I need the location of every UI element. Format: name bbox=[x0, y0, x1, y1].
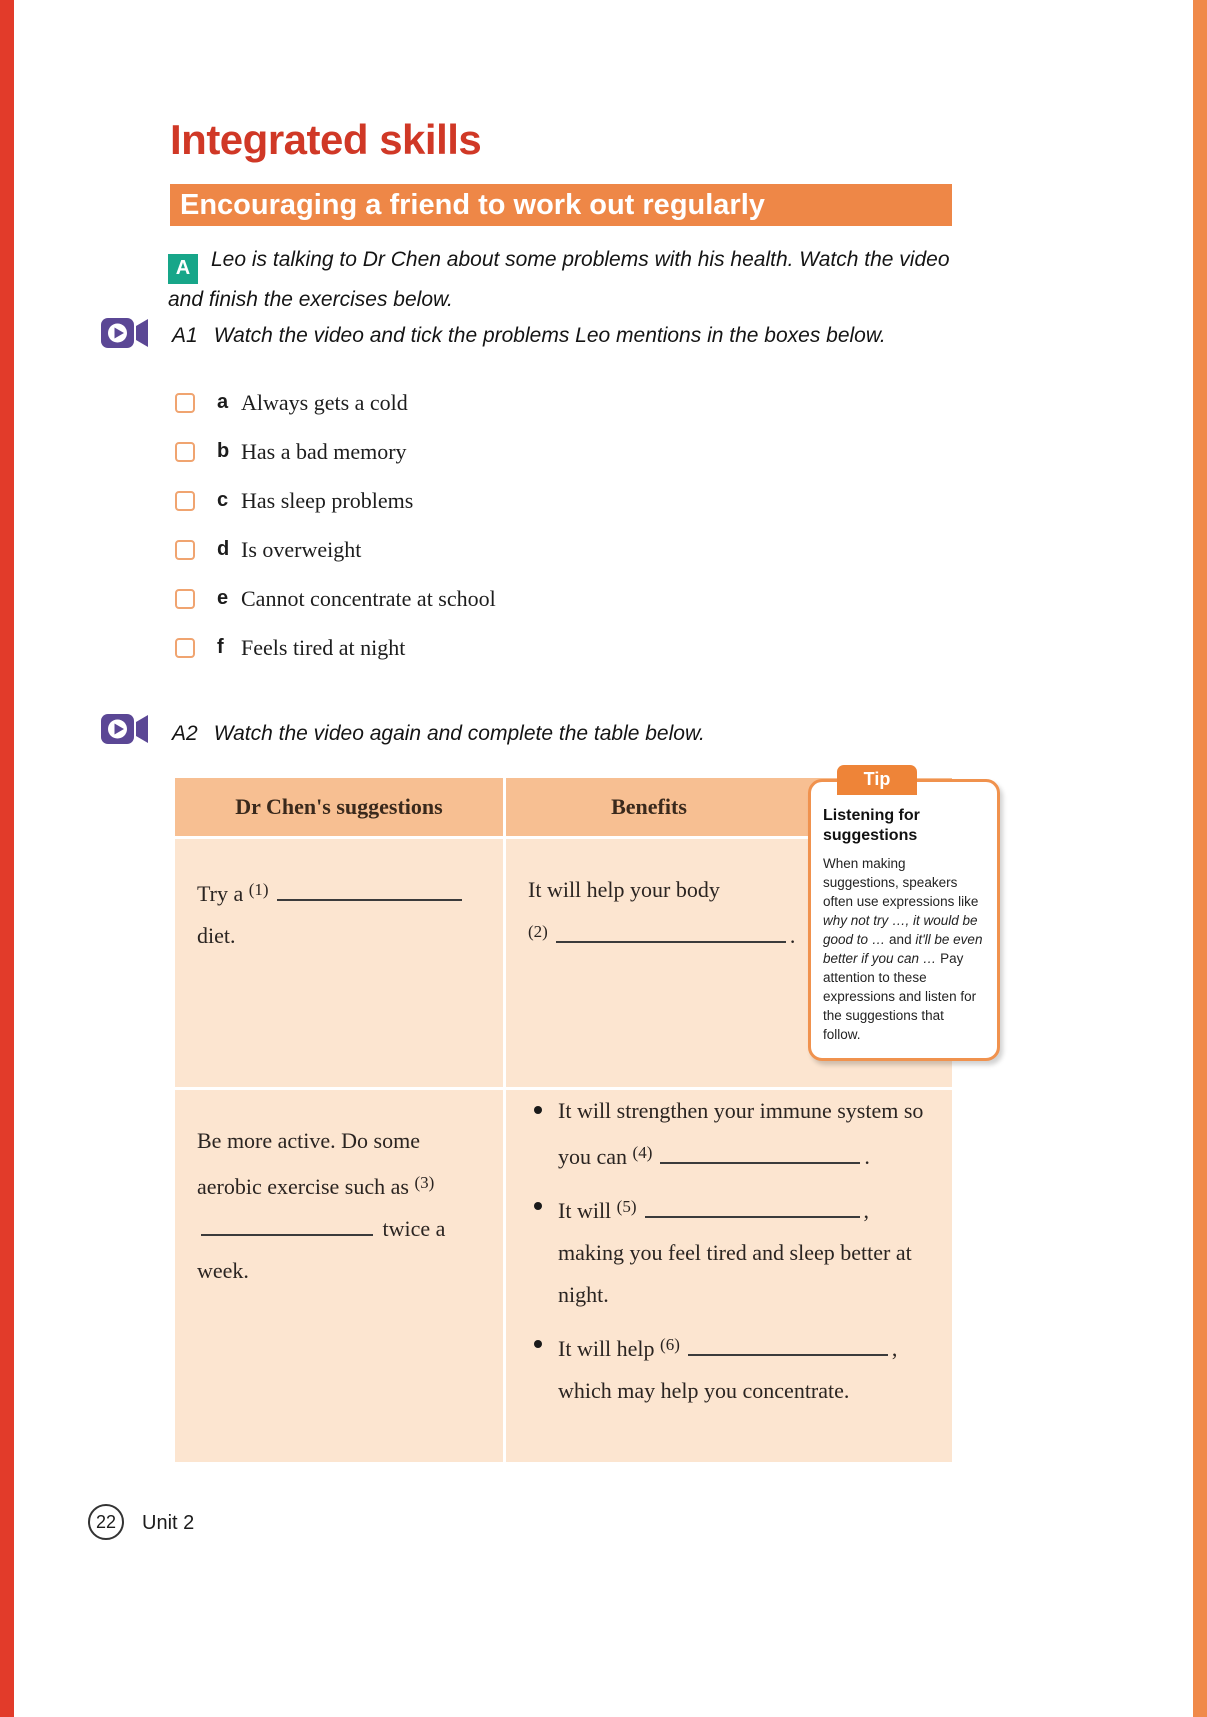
blank-number: (1) bbox=[248, 880, 269, 899]
tip-body bbox=[823, 854, 985, 1044]
cell-text: It will help bbox=[558, 1336, 655, 1361]
bullet-item bbox=[528, 1324, 932, 1412]
item-letter: c bbox=[217, 489, 229, 511]
checkbox-f[interactable] bbox=[175, 638, 195, 658]
a1-checklist bbox=[175, 378, 496, 672]
page-title: Integrated skills bbox=[170, 116, 482, 163]
table-cell-suggestion-2 bbox=[175, 1090, 503, 1462]
a2-instruction bbox=[172, 722, 992, 746]
unit-label: Unit 2 bbox=[142, 1512, 195, 1534]
item-text: Has sleep problems bbox=[241, 487, 414, 513]
item-text: Cannot concentrate at school bbox=[241, 585, 496, 611]
blank-2[interactable] bbox=[556, 941, 786, 943]
page-edge-right bbox=[1193, 0, 1207, 1717]
a1-label: A1 bbox=[172, 324, 198, 347]
tip-text: Pay attention to these expressions and listen for the suggestions that follow. bbox=[823, 951, 977, 1042]
item-text: Always gets a cold bbox=[241, 389, 408, 415]
a1-instruction-text: Watch the video and tick the problems Leo mentions in the boxes below. bbox=[213, 324, 886, 347]
table-header-suggestions: Dr Chen's suggestions bbox=[175, 778, 503, 836]
checkbox-d[interactable] bbox=[175, 540, 195, 560]
item-letter: d bbox=[217, 538, 230, 560]
a1-instruction bbox=[172, 324, 992, 348]
section-a-intro-text: Leo is talking to Dr Chen about some problems with his health. Watch the video and finish the exercises below. bbox=[168, 248, 950, 311]
cell-text: . bbox=[864, 1144, 870, 1169]
blank-3[interactable] bbox=[201, 1234, 373, 1236]
blank-number: (4) bbox=[632, 1143, 653, 1162]
cell-text: It will bbox=[558, 1198, 612, 1223]
a2-instruction-text: Watch the video again and complete the table below. bbox=[213, 722, 705, 745]
item-text: Is overweight bbox=[241, 536, 362, 562]
bullet-dot-icon bbox=[534, 1106, 542, 1114]
cell-text: . bbox=[789, 923, 796, 948]
list-item bbox=[175, 476, 496, 525]
bullet-item bbox=[528, 1090, 932, 1178]
list-item bbox=[175, 427, 496, 476]
section-a-intro bbox=[168, 244, 968, 315]
page-number-circle bbox=[88, 1504, 124, 1540]
item-text: Feels tired at night bbox=[241, 634, 406, 660]
table-cell-benefit-2 bbox=[506, 1090, 952, 1462]
bullet-item bbox=[528, 1186, 932, 1316]
cell-text: diet. bbox=[197, 923, 236, 948]
list-item bbox=[175, 574, 496, 623]
blank-number: (3) bbox=[414, 1173, 435, 1192]
table-row bbox=[175, 1090, 952, 1462]
cell-text: , making you feel tired and sleep better at night. bbox=[558, 1198, 912, 1307]
item-letter: b bbox=[217, 440, 230, 462]
blank-6[interactable] bbox=[688, 1354, 888, 1356]
item-letter: f bbox=[217, 636, 224, 658]
list-item bbox=[175, 525, 496, 574]
item-letter: e bbox=[217, 587, 229, 609]
checkbox-e[interactable] bbox=[175, 589, 195, 609]
table-cell-suggestion-1 bbox=[175, 839, 503, 1087]
blank-number: (5) bbox=[616, 1197, 637, 1216]
lesson-banner: Encouraging a friend to work out regularly bbox=[170, 184, 952, 226]
bullet-dot-icon bbox=[534, 1340, 542, 1348]
list-item bbox=[175, 623, 496, 672]
checkbox-a[interactable] bbox=[175, 393, 195, 413]
tip-text-italic: it'll be even better if you can … bbox=[823, 932, 983, 966]
list-item bbox=[175, 378, 496, 427]
page-edge-left bbox=[0, 0, 14, 1717]
tip-tab: Tip bbox=[837, 765, 917, 795]
item-text: Has a bad memory bbox=[241, 438, 407, 464]
cell-text: It will help your body bbox=[528, 877, 720, 902]
tip-text-italic: why not try …, it would be good to … bbox=[823, 913, 978, 947]
item-letter: a bbox=[217, 391, 229, 413]
blank-4[interactable] bbox=[660, 1162, 860, 1164]
cell-text: , which may help you concentrate. bbox=[558, 1336, 898, 1403]
bullet-dot-icon bbox=[534, 1202, 542, 1210]
cell-text: Try a bbox=[197, 881, 244, 906]
checkbox-b[interactable] bbox=[175, 442, 195, 462]
page-number: 22 bbox=[95, 1511, 117, 1532]
blank-5[interactable] bbox=[645, 1216, 860, 1218]
blank-number: (6) bbox=[660, 1335, 680, 1354]
section-a-badge: A bbox=[168, 254, 198, 284]
cell-text: twice bbox=[382, 1216, 431, 1241]
blank-number: (2) bbox=[528, 922, 548, 941]
tip-text: and bbox=[885, 932, 916, 947]
blank-1[interactable] bbox=[277, 899, 462, 901]
a2-label: A2 bbox=[172, 722, 198, 745]
cell-text: a week. bbox=[197, 1216, 446, 1283]
cell-text: It will strengthen your immune system so you can bbox=[558, 1098, 924, 1169]
video-camera-icon bbox=[101, 712, 149, 746]
video-camera-icon bbox=[101, 316, 149, 350]
cell-text: Be more active. Do some aerobic exercise such as bbox=[197, 1128, 420, 1199]
tip-callout bbox=[808, 769, 1000, 1061]
checkbox-c[interactable] bbox=[175, 491, 195, 511]
table-header-benefits: Benefits bbox=[506, 778, 952, 836]
tip-text: When making suggestions, speakers often use expressions like bbox=[823, 856, 979, 909]
tip-heading: Listening for suggestions bbox=[823, 807, 920, 844]
